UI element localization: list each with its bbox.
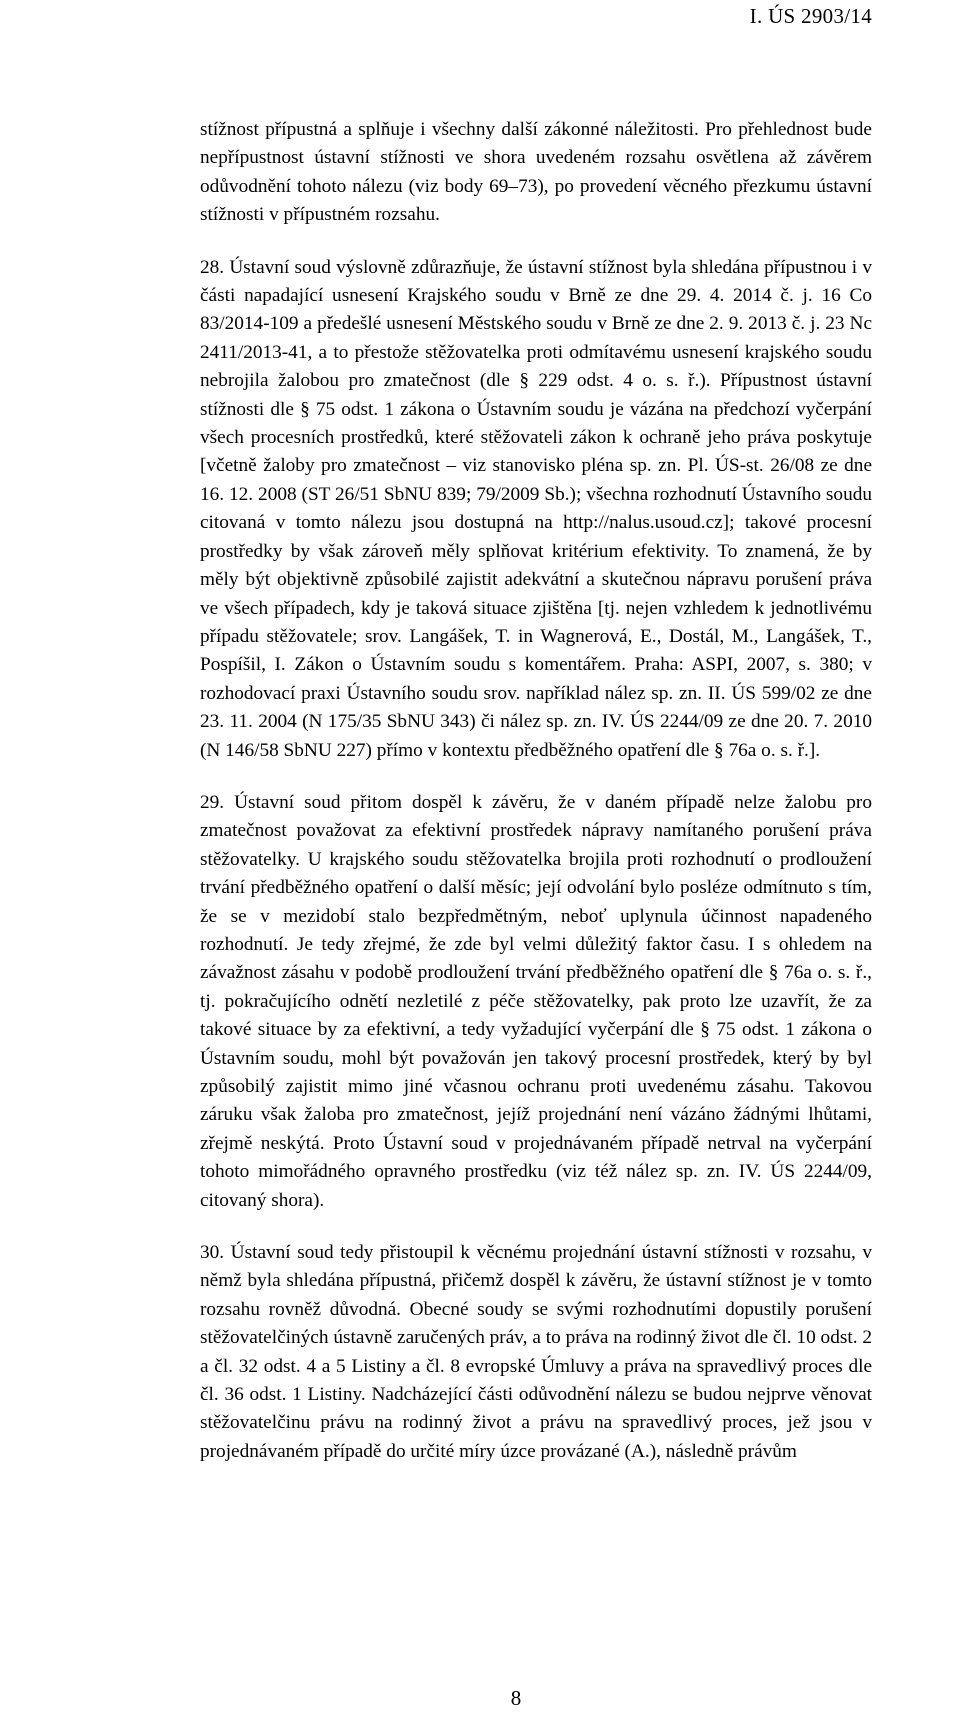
paragraph-continuation: stížnost přípustná a splňuje i všechny další zákonné náležitosti. Pro přehlednost bude nepřípustnost ústavní stížnosti ve shora uvedeném rozsahu osvětlena až závěrem odůvodnění tohoto nálezu (viz body 69–73), po provedení věcného přezkumu ústavní stížnosti v přípustném rozsahu.: [200, 119, 872, 226]
document-body: [200, 116, 872, 1466]
paragraph-28: 28. Ústavní soud výslovně zdůrazňuje, že ústavní stížnost byla shledána přípustnou i v části napadající usnesení Krajského soudu v Brně ze dne 29. 4. 2014 č. j. 16 Co 83/2014-109 a předešlé usnesení Městského soudu v Brně ze dne 2. 9. 2013 č. j. 23 Nc 2411/2013-41, a to přestože stěžovatelka proti odmítavému usnesení krajského soudu nebrojila žalobou pro zmatečnost (dle § 229 odst. 4 o. s. ř.). Přípustnost ústavní stížnosti dle § 75 odst. 1 zákona o Ústavním soudu je vázána na předchozí vyčerpání všech procesních prostředků, které stěžovateli zákon k ochraně jeho práva poskytuje [včetně žaloby pro zmatečnost – viz stanovisko pléna sp. zn. Pl. ÚS-st. 26/08 ze dne 16. 12. 2008 (ST 26/51 SbNU 839; 79/2009 Sb.); všechna rozhodnutí Ústavního soudu citovaná v tomto nálezu jsou dostupná na http://nalus.usoud.cz]; takové procesní prostředky by však zároveň měly splňovat kritérium efektivity. To znamená, že by měly být objektivně způsobilé zajistit adekvátní a skutečnou nápravu porušení práva ve všech případech, kdy je taková situace zjištěna [tj. nejen vzhledem k jednotlivému případu stěžovatele; srov. Langášek, T. in Wagnerová, E., Dostál, M., Langášek, T., Pospíšil, I. Zákon o Ústavním soudu s komentářem. Praha: ASPI, 2007, s. 380; v rozhodovací praxi Ústavního soudu srov. například nález sp. zn. II. ÚS 599/02 ze dne 23. 11. 2004 (N 175/35 SbNU 343) či nález sp. zn. IV. ÚS 2244/09 ze dne 20. 7. 2010 (N 146/58 SbNU 227) přímo v kontextu předběžného opatření dle § 76a o. s. ř.].: [200, 256, 872, 761]
case-reference: I. ÚS 2903/14: [749, 4, 872, 28]
page-number: 8: [510, 1686, 522, 1710]
paragraph-30: 30. Ústavní soud tedy přistoupil k věcnému projednání ústavní stížnosti v rozsahu, v němž byla shledána přípustná, přičemž dospěl k závěru, že ústavní stížnost je v tomto rozsahu rovněž důvodná. Obecné soudy se svými rozhodnutími dopustily porušení stěžovatelčiných ústavně zaručených práv, a to práva na rodinný život dle čl. 10 odst. 2 a čl. 32 odst. 4 a 5 Listiny a čl. 8 evropské Úmluvy a práva na spravedlivý proces dle čl. 36 odst. 1 Listiny. Nadcházející části odůvodnění nálezu se budou nejprve věnovat stěžovatelčinu právu na rodinný život a právu na spravedlivý proces, jež jsou v projednávaném případě do určité míry úzce provázané (A.), následně právům: [200, 1242, 872, 1462]
paragraph-29: 29. Ústavní soud přitom dospěl k závěru, že v daném případě nelze žalobu pro zmatečnost považovat za efektivní prostředek nápravy namítaného porušení práva stěžovatelky. U krajského soudu stěžovatelka brojila proti rozhodnutí o prodloužení trvání předběžného opatření o další měsíc; její odvolání bylo posléze odmítnuto s tím, že se v mezidobí stalo bezpředmětným, neboť uplynula účinnost napadeného rozhodnutí. Je tedy zřejmé, že zde byl velmi důležitý faktor času. I s ohledem na závažnost zásahu v podobě prodloužení trvání předběžného opatření dle § 76a o. s. ř., tj. pokračujícího odnětí nezletilé z péče stěžovatelky, pak proto lze uzavřít, že za takové situace by za efektivní, a tedy vyžadující vyčerpání dle § 75 odst. 1 zákona o Ústavním soudu, mohl být považován jen takový procesní prostředek, který by byl způsobilý zajistit mimo jiné včasnou ochranu proti uvedenému zásahu. Takovou záruku však žaloba pro zmatečnost, jejíž projednání není vázáno žádnými lhůtami, zřejmě neskýtá. Proto Ústavní soud v projednávaném případě netrval na vyčerpání tohoto mimořádného opravného prostředku (viz též nález sp. zn. IV. ÚS 2244/09, citovaný shora).: [200, 791, 872, 1211]
